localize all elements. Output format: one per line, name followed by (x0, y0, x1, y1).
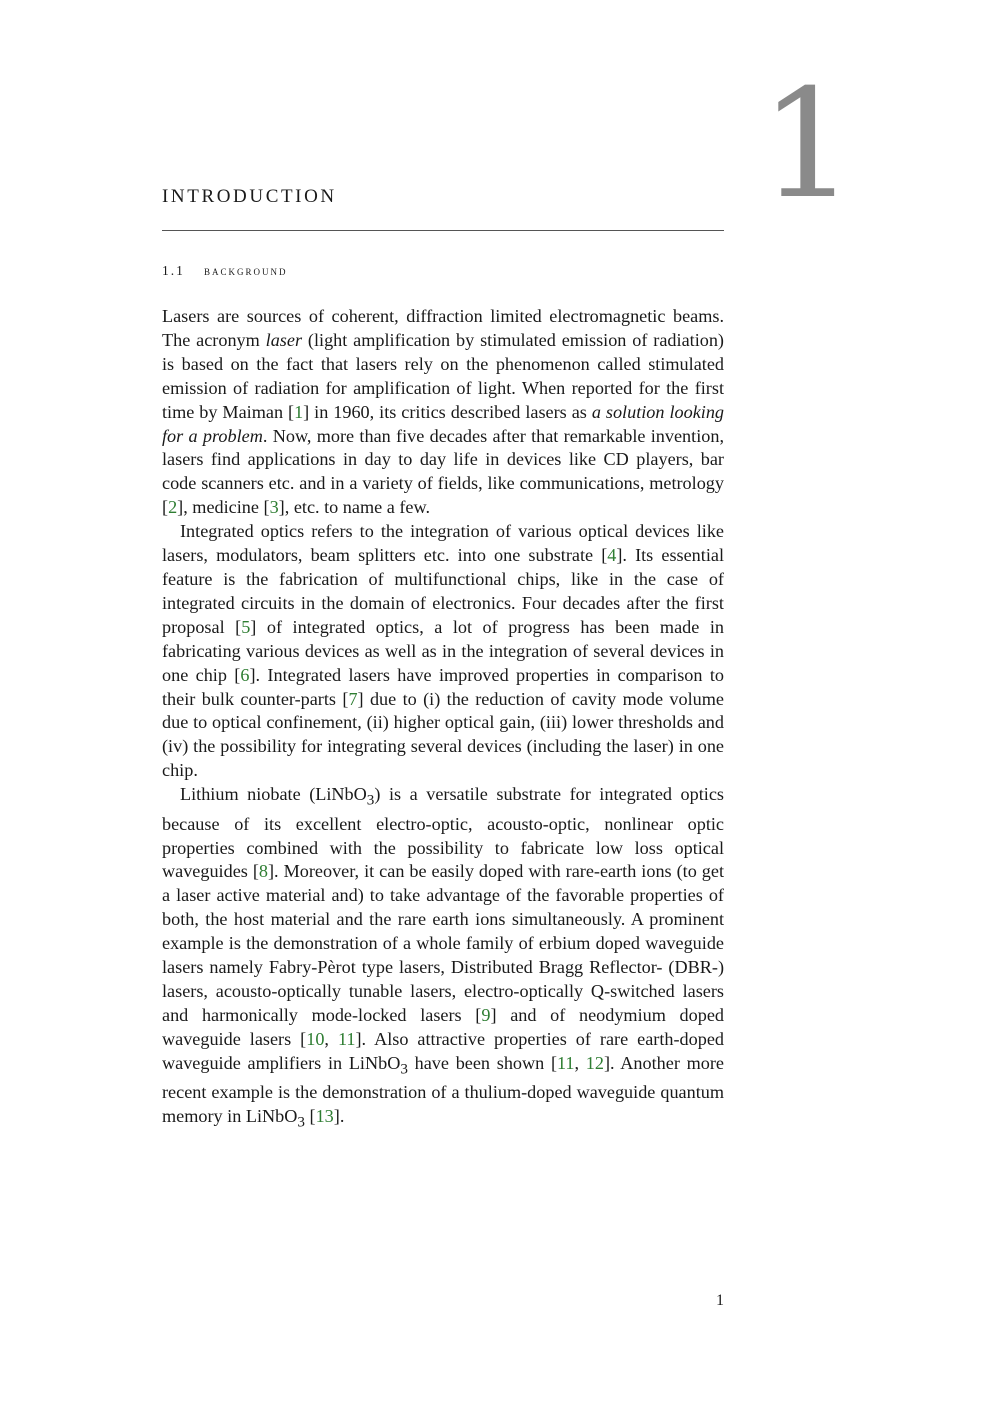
paragraph (162, 783, 724, 1135)
citation-link[interactable]: 11 (337, 1028, 356, 1049)
chapter-title: INTRODUCTION (162, 186, 337, 207)
citation-link[interactable]: 5 (241, 616, 251, 637)
paragraph (162, 305, 724, 520)
body-text (162, 305, 724, 1135)
citation-link[interactable]: 4 (607, 545, 617, 566)
citation-link[interactable]: 13 (315, 1106, 334, 1127)
chapter-rule (162, 230, 724, 231)
text-run: ]. Also attractive properties of rare earth-doped waveguide amplifiers in LiNbO (162, 1028, 725, 1073)
emphasis-text: laser (265, 329, 303, 350)
citation-link[interactable]: 11 (557, 1052, 575, 1073)
text-run: ] due to (i) the reduction of cavity mode volume due to optical confinement, (ii) higher optical gain, (iii) lower thresholds and (iv) the possibility for integrating several devices (including the laser) in one chip. (162, 688, 724, 781)
text-run: ] in 1960, its critics described lasers as (303, 401, 592, 422)
text-run: ] and of neodymium doped waveguide lasers [ (162, 1004, 724, 1049)
page-number: 1 (716, 1292, 724, 1309)
text-run: , (574, 1052, 586, 1073)
text-run: (light amplification by stimulated emission of radiation) is based on the fact that lasers rely on the phenomenon called stimulated emission of radiation for amplification of light. When reported for the first time by Maiman [ (162, 329, 724, 422)
text-run: ]. Its essential feature is the fabrication of multifunctional chips, like in the case of integrated circuits in the domain of electronics. Four decades after the first proposal [ (162, 545, 724, 637)
text-run: ] of integrated optics, a lot of progress has been made in fabricating various devices as well as in the integration of several devices in one chip [ (162, 616, 724, 685)
text-run: ) is a versatile substrate for integrated optics because of its excellent electro-optic, acousto-optic, nonlinear optic properties combined with the possibility to fabricate low loss optical waveguides [ (162, 784, 724, 882)
chapter-number: 1 (760, 58, 856, 232)
text-run: [ (304, 1106, 316, 1127)
text-run: Lithium niobate (LiNbO (180, 784, 367, 805)
text-run: , (324, 1028, 338, 1049)
text-run: ]. (333, 1106, 345, 1127)
text-run: ]. Moreover, it can be easily doped with rare-earth ions (to get a laser active material and) to take advantage of the favorable properties of both, the host material and the rare earth ions simultaneously. A prominent example is the demonstration of a whole family of erbium doped waveguide lasers namely Fabry-Pèrot type lasers, Distributed Bragg Reflector- (DBR-) lasers, acousto-optically tunable lasers, electro-optically Q-switched lasers and harmonically mode-locked lasers [ (162, 861, 724, 1025)
citation-link[interactable]: 10 (306, 1028, 325, 1049)
citation-link[interactable]: 9 (481, 1004, 491, 1025)
text-run: Lasers are sources of coherent, diffraction limited electromagnetic beams. The acronym (162, 306, 724, 350)
section-heading (162, 262, 288, 280)
citation-link[interactable]: 7 (348, 688, 358, 709)
paragraph (162, 520, 724, 783)
citation-link[interactable]: 12 (585, 1052, 604, 1073)
text-run: have been shown [ (407, 1052, 558, 1073)
text-run: ]. Integrated lasers have improved properties in comparison to their bulk counter-parts [ (162, 664, 724, 709)
section-number: 1.1 (162, 263, 185, 278)
text-run: ], etc. to name a few. (278, 497, 430, 518)
citation-link[interactable]: 1 (294, 401, 304, 422)
emphasis-text: a solution looking for a problem (162, 401, 725, 446)
citation-link[interactable]: 8 (258, 861, 268, 882)
subscript: 3 (366, 791, 375, 809)
text-run: ]. Another more recent example is the demonstration of a thulium-doped waveguide quantum memory in LiNbO (162, 1052, 724, 1127)
subscript: 3 (400, 1060, 408, 1078)
text-run: Integrated optics refers to the integration of various optical devices like lasers, modulators, beam splitters etc. into one substrate [ (162, 521, 724, 566)
citation-link[interactable]: 2 (168, 497, 178, 518)
section-title: background (204, 263, 288, 278)
citation-link[interactable]: 3 (269, 497, 279, 518)
citation-link[interactable]: 6 (240, 664, 250, 685)
subscript: 3 (297, 1113, 305, 1131)
text-run: ], medicine [ (177, 497, 270, 518)
text-run: . Now, more than five decades after that remarkable invention, lasers find applications in day to day life in devices like CD players, bar code scanners etc. and in a variety of fields, like communications, metrology [ (162, 425, 724, 518)
